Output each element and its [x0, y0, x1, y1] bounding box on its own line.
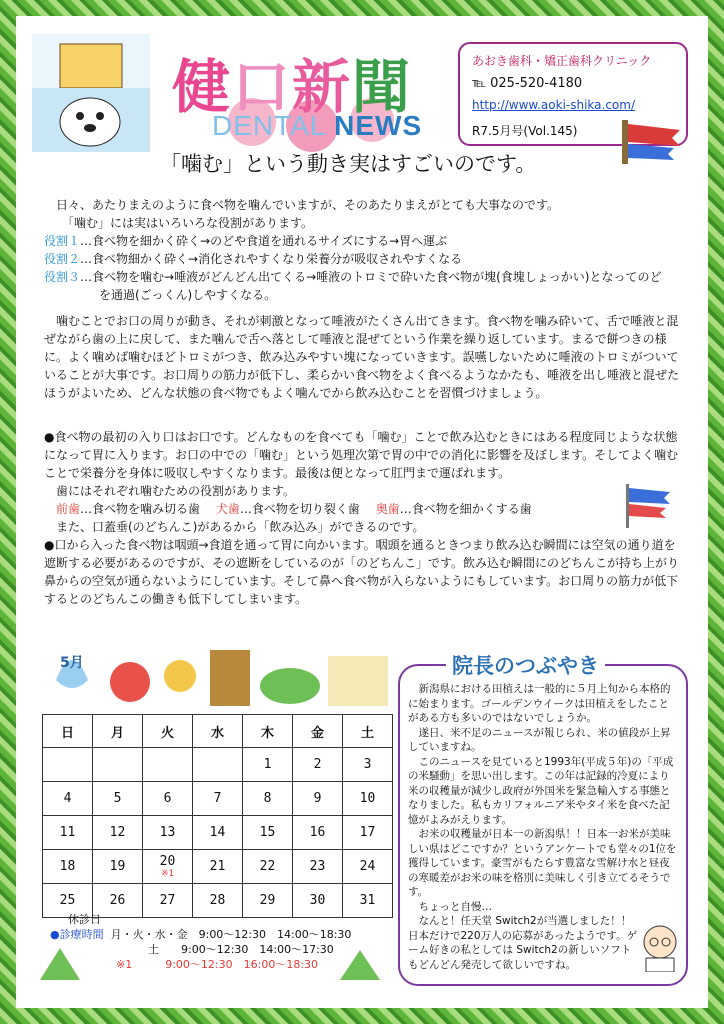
tooth-molar: 奥歯	[375, 502, 400, 516]
calendar-day: 19	[93, 850, 143, 884]
calendar-day: 26	[93, 884, 143, 918]
calendar-day: 27	[143, 884, 193, 918]
calendar-day: 14	[193, 816, 243, 850]
children-day-illustration	[100, 646, 390, 710]
calendar-day	[143, 748, 193, 782]
small-koinobori-icon	[622, 480, 682, 530]
calendar-day: 3	[343, 748, 393, 782]
calendar-day: 30	[293, 884, 343, 918]
calendar-month-label: 5月	[60, 655, 84, 671]
calendar-header-row	[43, 715, 393, 748]
clinic-url-link[interactable]: http://www.aoki-shika.com/	[472, 98, 635, 112]
weekday-sat: 土	[343, 715, 393, 748]
tooth-front-text: …食べ物を噛み切る歯	[80, 502, 201, 516]
calendar-day: 8	[243, 782, 293, 816]
intro-line: 「噛む」には実はいろいろな役割があります。	[62, 216, 314, 230]
director-paragraph: お米の収穫量が日本一の新潟県！！日本一お米が美味しい県はどこですか？というアンケートでも堂々の1位を獲得しています。豪雪がもたらす豊富な雪解け水と昼夜の寒暖差がお米の味を格別に美味しく引き立てるそうです。	[408, 828, 677, 898]
calendar-day: 16	[293, 816, 343, 850]
role-label: 役割２	[44, 252, 81, 266]
dental-news-subtitle	[212, 110, 422, 142]
dog-illustration	[32, 34, 150, 152]
weekday-mon: 月	[93, 715, 143, 748]
intro-line: 日々、あたりまえのように食べ物を噛んでいますが、そのあたりまえがとても大事なのです。	[56, 198, 560, 212]
director-paragraph: なんと！任天堂 Switch2が当選しました！！日本だけで220万人の応募があったようです。ゲーム好きの私としては Switch2の新しいソフトもどんどん発売して欲しいですね。	[408, 915, 638, 971]
director-column-title: 院長のつぶやき	[446, 650, 605, 680]
calendar-day	[93, 748, 143, 782]
teeth-roles	[44, 500, 686, 518]
calendar-day: 2	[293, 748, 343, 782]
article-intro	[44, 196, 686, 304]
calendar-day: 11	[43, 816, 93, 850]
weekday-wed: 水	[193, 715, 243, 748]
calendar-day: 31	[343, 884, 393, 918]
calendar-day: 24	[343, 850, 393, 884]
mouth-paragraph	[44, 428, 686, 608]
tooth-canine-text: …食べ物を切り裂く歯	[239, 502, 360, 516]
calendar-day: 10	[343, 782, 393, 816]
issue-number: R7.5月号(Vol.145)	[472, 124, 578, 138]
calendar-day: 25	[43, 884, 93, 918]
director-column-text	[408, 682, 678, 972]
calendar-day-note: ※1	[161, 869, 174, 879]
calendar-week	[43, 782, 393, 816]
teeth-intro: 歯にはそれぞれ噛むための役割があります。	[56, 484, 296, 498]
hours-label: ●診療時間	[50, 928, 104, 941]
calendar-day: 17	[343, 816, 393, 850]
director-paragraph: 新潟県における田植えは一般的に５月上旬から本格的に始まります。ゴールデンウイークは田植えをしたことがある方も多いのではないでしょうか。	[408, 683, 671, 724]
rice-field-illustration	[40, 940, 400, 986]
calendar-day: 5	[93, 782, 143, 816]
role-line	[44, 232, 686, 250]
calendar-day: 13	[143, 816, 193, 850]
hours-row-2: 土 9:00～12:30 14:00～17:30	[148, 943, 334, 956]
calendar-day: 18	[43, 850, 93, 884]
koinobori-illustration	[618, 110, 692, 166]
title-char: 聞	[352, 53, 413, 121]
calendar-day: 28	[193, 884, 243, 918]
director-paragraph: このニュースを見ていると1993年(平成５年)の「平成の米騒動」を思い出します。この年は記録的冷夏により米の収穫量が減少し政府が外国米を緊急輸入する事態となりました。私もカリフォルニア米やタイ米を食べた記憶がよみがえります。	[408, 755, 674, 826]
clinic-tel: ℡ 025-520-4180	[472, 76, 583, 91]
title-char: 健	[172, 53, 233, 121]
role-label: 役割１	[44, 234, 81, 248]
calendar-day: 6	[143, 782, 193, 816]
calendar-day	[43, 748, 93, 782]
calendar-day: 7	[193, 782, 243, 816]
mouth-text: ●食べ物の最初の入り口はお口です。どんなものを食べても「噛む」ことで飲み込むときにはある程度同じような状態になって胃に入ります。お口の中での「噛む」という処理次第で胃の中での消化に影響を及ぼします。そしてよく噛むことで栄養分を身体に吸収しやすくなります。最後は便となって肛門まで運ばれます。	[44, 430, 679, 480]
tooth-canine: 犬歯	[215, 502, 240, 516]
weekday-tue: 火	[143, 715, 193, 748]
calendar-day: 4	[43, 782, 93, 816]
calendar-week	[43, 748, 393, 782]
hours-row-3: ※1 9:00～12:30 16:00～18:30	[116, 958, 319, 971]
swallow-text: ●口から入った食べ物は咽頭→食道を通って胃に向かいます。咽頭を通るときつまり飲み込む瞬間には空気の通り道を遮断する必要があるのですが、その遮断をしているのが「のどちんこ」です。飲み込む瞬間にのどちんこが持ち上がり鼻からの空気が通らないようにしています。そして鼻へ食べ物が入らないようにもしています。お口周りの筋力が低下するとのどちんこの働きも低下してしまいます。	[44, 538, 680, 606]
director-paragraph: 遂日、米不足のニュースが報じられ、米の値段が上昇していますね。	[408, 726, 671, 753]
weekday-fri: 金	[293, 715, 343, 748]
calendar-day: 21	[193, 850, 243, 884]
calendar-week	[43, 850, 393, 884]
calendar-day	[193, 748, 243, 782]
subtitle-news: NEWS	[334, 110, 423, 141]
calendar-day: 22	[243, 850, 293, 884]
uvula-line: また、口蓋垂(のどちんこ)があるから「飲み込み」ができるのです。	[56, 520, 425, 534]
calendar-day: 29	[243, 884, 293, 918]
title-char: 新	[292, 53, 353, 121]
clinic-name: あおき歯科・矯正歯科クリニック	[472, 54, 652, 68]
director-paragraph: ちょっと自慢…	[418, 900, 492, 913]
role-text: …食べ物を細かく砕く→のどや食道を通れるサイズにする→胃へ運ぶ	[80, 234, 448, 248]
role-line	[44, 250, 686, 268]
calendar-day: 9	[293, 782, 343, 816]
weekday-thu: 木	[243, 715, 293, 748]
calendar-day: 23	[293, 850, 343, 884]
calendar-week	[43, 816, 393, 850]
hours-row-1: 月・火・水・金 9:00～12:30 14:00～18:30	[110, 928, 352, 941]
article-headline: 「噛む」という動き実はすごいのです。	[160, 152, 537, 176]
weekday-sun: 日	[43, 715, 93, 748]
calendar-day-number: 20	[159, 854, 176, 869]
calendar-day: 12	[93, 816, 143, 850]
calendar-day: 15	[243, 816, 293, 850]
role-line	[44, 268, 686, 286]
role-continuation: を通過(ごっくん)しやすくなる。	[99, 288, 277, 302]
calendar-day: 1	[243, 748, 293, 782]
director-avatar	[640, 920, 680, 972]
title-char: 口	[232, 53, 293, 121]
closed-day-label: 休診日	[68, 913, 101, 926]
calendar-table	[42, 714, 393, 918]
role-text: …食べ物を噛む→唾液がどんどん出てくる→唾液のトロミで砕いた食べ物が塊(食塊しょっかい)となってのど	[80, 270, 662, 284]
calendar-day-with-note	[143, 850, 193, 884]
tooth-front: 前歯	[56, 502, 81, 516]
role-text: …食べ物細かく砕く→消化されやすくなり栄養分が吸収されやすくなる	[80, 252, 463, 266]
subtitle-dental: DENTAL	[212, 110, 326, 141]
chewing-paragraph: 噛むことでお口の周りが動き、それが刺激となって唾液がたくさん出てきます。食べ物を噛み砕いて、舌で唾液と混ぜながら歯の上に戻して、また噛んで舌へ落として唾液と混ぜてという作業を繰り返しています。まるで餅つきの様に。よく噛めば噛むほどトロミがつき、飲み込みやすい塊になっていきます。誤嚥しないために唾液のトロミがついていることが大事です。お口周りの筋力が低下し、柔らかい食べ物をよく食べるようなかたも、唾液を出し唾液と混ぜたほうがよいため、どんな状態の食べ物でもよく噛んでから飲み込むことを習慣づけましょう。	[44, 314, 680, 400]
role-label: 役割３	[44, 270, 81, 284]
tooth-molar-text: …食べ物を細かくする歯	[399, 502, 532, 516]
